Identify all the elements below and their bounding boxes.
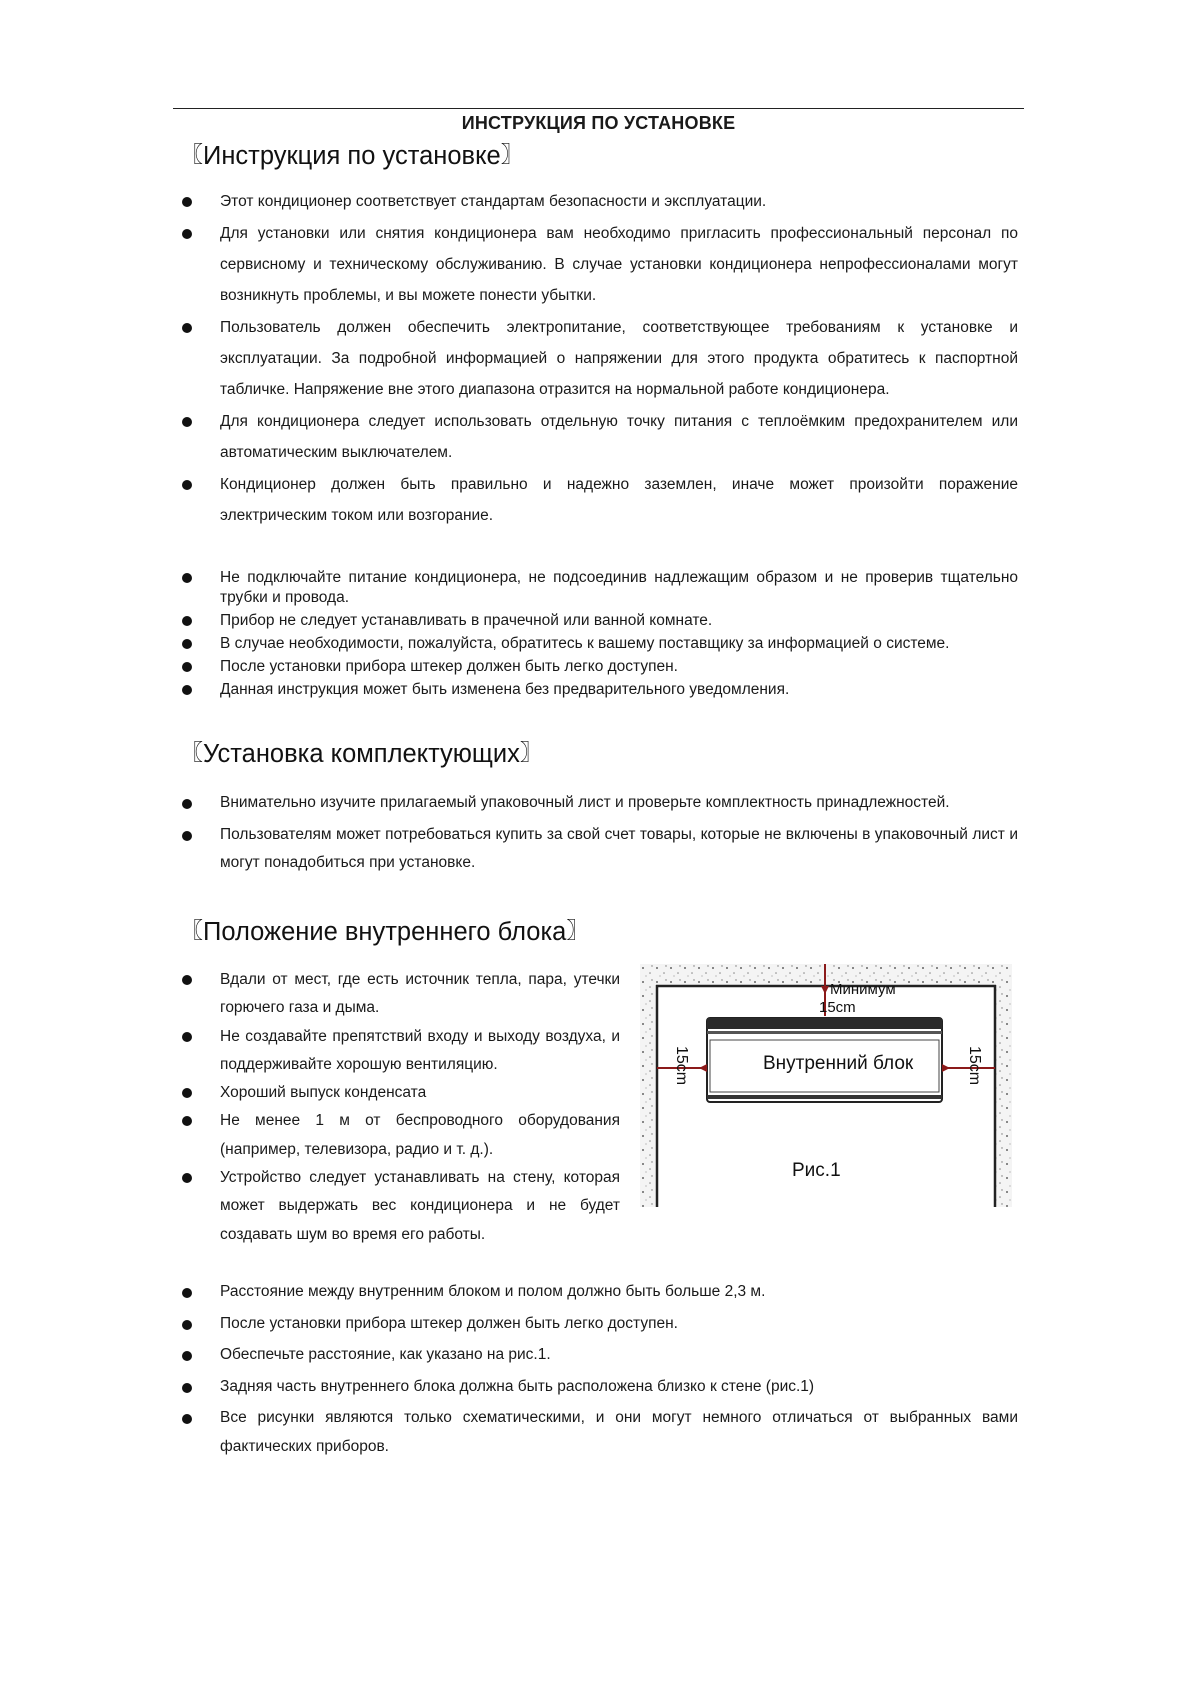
left-distance-label: 15cm xyxy=(673,1046,690,1086)
list-item: Не создавайте препятствий входу и выходу воздуха, и поддерживайте хорошую вентиляцию. xyxy=(180,1023,620,1080)
list-item: Для кондиционера следует использовать отдельную точку питания с теплоёмким предохранителем или автоматическим выключателем. xyxy=(180,406,1018,468)
list-item: Не подключайте питание кондиционера, не подсоединив надлежащим образом и не проверив тщательно трубки и провода. xyxy=(180,568,1018,608)
page-title: ИНСТРУКЦИЯ ПО УСТАНОВКЕ xyxy=(461,113,736,133)
section-heading-install: 〖Инструкция по установке〗 xyxy=(181,142,523,170)
list-item: Обеспечьте расстояние, как указано на рис.1. xyxy=(180,1341,1018,1370)
top-distance-label: 15cm xyxy=(819,999,856,1016)
list-item: Пользователям может потребоваться купить за свой счет товары, которые не включены в упаковочный лист и могут понадобиться при установке. xyxy=(180,821,1018,878)
indoor-position-list-top xyxy=(180,966,620,1249)
header-rule xyxy=(173,108,1024,109)
list-item: Для установки или снятия кондиционера вам необходимо пригласить профессиональный персонал по сервисному и техническому обслуживанию. В случае установки кондиционера непрофессионалами могут возникнуть проблемы, и вы можете понести убытки. xyxy=(180,218,1018,311)
install-list-compact xyxy=(180,568,1018,703)
right-distance-label: 15cm xyxy=(966,1046,983,1086)
list-item: Все рисунки являются только схематическими, и они могут немного отличаться от выбранных вами фактических приборов. xyxy=(180,1404,1018,1461)
list-item: В случае необходимости, пожалуйста, обратитесь к вашему поставщику за информацией о системе. xyxy=(180,634,1018,654)
list-item: Пользователь должен обеспечить электропитание, соответствующее требованиям к установке и эксплуатации. За подробной информацией о напряжении для этого продукта обратитесь к паспортной табличке. Напряжение вне этого диапазона отразится на нормальной работе кондиционера. xyxy=(180,312,1018,405)
list-item: Вдали от мест, где есть источник тепла, пара, утечки горючего газа и дыма. xyxy=(180,966,620,1023)
list-item: Прибор не следует устанавливать в прачечной или ванной комнате. xyxy=(180,611,1018,631)
list-item: Этот кондиционер соответствует стандартам безопасности и эксплуатации. xyxy=(180,186,1018,217)
minimum-label: Минимум xyxy=(830,981,896,998)
list-item: Кондиционер должен быть правильно и надежно заземлен, иначе может произойти поражение электрическим током или возгорание. xyxy=(180,469,1018,531)
indoor-unit-label: Внутренний блок xyxy=(763,1053,914,1074)
list-item: Задняя часть внутреннего блока должна быть расположена близко к стене (рис.1) xyxy=(180,1373,1018,1402)
accessories-list xyxy=(180,789,1018,881)
section-heading-accessories: 〖Установка комплектующих〗 xyxy=(181,740,542,768)
list-item: Хороший выпуск конденсата xyxy=(180,1079,620,1107)
list-item: Не менее 1 м от беспроводного оборудования (например, телевизора, радио и т. д.). xyxy=(180,1107,620,1164)
install-list xyxy=(180,186,1018,532)
list-item: Расстояние между внутренним блоком и полом должно быть больше 2,3 м. xyxy=(180,1278,1018,1307)
figure-caption: Рис.1 xyxy=(792,1160,841,1181)
indoor-position-list-bottom xyxy=(180,1278,1018,1464)
list-item: Внимательно изучите прилагаемый упаковочный лист и проверьте комплектность принадлежностей. xyxy=(180,789,1018,818)
list-item: Устройство следует устанавливать на стену, которая может выдержать вес кондиционера и не будет создавать шум во время его работы. xyxy=(180,1164,620,1249)
section-heading-indoor-position: 〖Положение внутреннего блока〗 xyxy=(181,918,589,946)
list-item: Данная инструкция может быть изменена без предварительного уведомления. xyxy=(180,680,1018,700)
wall-texture-right xyxy=(994,964,1012,1207)
list-item: После установки прибора штекер должен быть легко доступен. xyxy=(180,1310,1018,1339)
wall-texture-left xyxy=(640,964,658,1207)
list-item: После установки прибора штекер должен быть легко доступен. xyxy=(180,657,1018,677)
figure-indoor-unit-clearance xyxy=(640,964,1012,1207)
